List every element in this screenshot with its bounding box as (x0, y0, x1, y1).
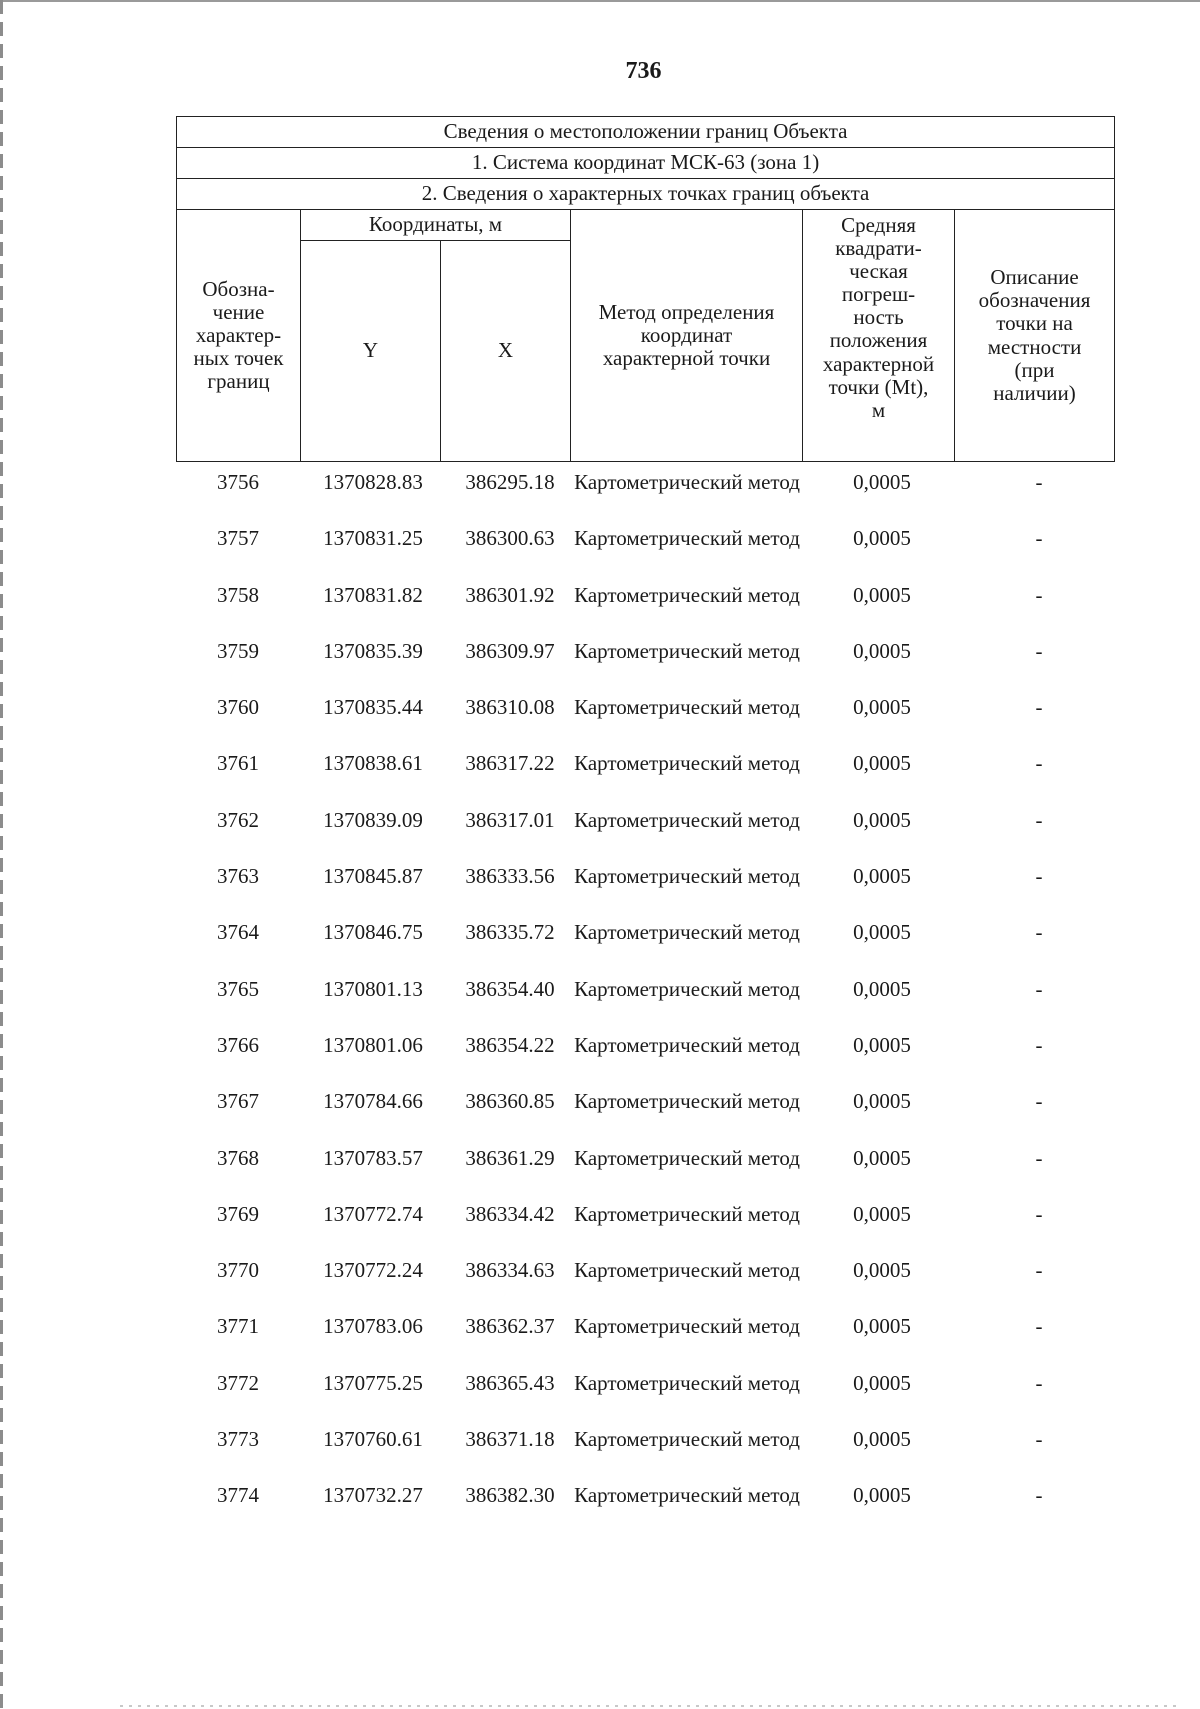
error-value: 0,0005 (853, 1201, 911, 1226)
coordinate-y: 1370846.75 (323, 920, 423, 945)
description: - (1035, 976, 1043, 1001)
coordinate-x: 386310.08 (465, 695, 555, 720)
coordinate-y: 1370801.06 (323, 1032, 423, 1057)
table-row (176, 918, 1114, 974)
col-header-error: Средняя квадрати- ческая погреш- ность положения характерной точки (Mt), м (803, 210, 955, 462)
coordinate-y: 1370801.13 (323, 976, 423, 1001)
coordinate-x: 386309.97 (465, 638, 555, 663)
coordinate-x: 386354.22 (465, 1032, 555, 1057)
error-value: 0,0005 (853, 1314, 911, 1339)
method: Картометрический метод (574, 1314, 800, 1339)
coordinate-y: 1370828.83 (323, 470, 423, 494)
table-row (176, 1481, 1114, 1537)
point-id: 3763 (217, 864, 259, 889)
point-id: 3765 (217, 976, 259, 1001)
point-id: 3756 (217, 470, 259, 494)
error-value: 0,0005 (853, 1427, 911, 1452)
method: Картометрический метод (574, 864, 800, 889)
point-id: 3764 (217, 920, 259, 945)
point-id: 3773 (217, 1427, 259, 1452)
description: - (1035, 1483, 1043, 1508)
method: Картометрический метод (574, 695, 800, 720)
point-id: 3759 (217, 638, 259, 663)
method: Картометрический метод (574, 526, 800, 551)
point-id: 3762 (217, 807, 259, 832)
col-header-method: Метод определения координат характерной точки (571, 210, 803, 462)
coordinate-x: 386300.63 (465, 526, 555, 551)
header-table (176, 116, 1115, 462)
col-header-y: Y (301, 241, 441, 462)
table-row (176, 637, 1114, 693)
method: Картометрический метод (574, 751, 800, 776)
error-value: 0,0005 (853, 1145, 911, 1170)
coordinate-y: 1370835.44 (323, 695, 423, 720)
section-title: 2. Сведения о характерных точках границ объекта (177, 179, 1115, 210)
coordinate-y: 1370783.57 (323, 1145, 423, 1170)
coordinate-y: 1370831.82 (323, 582, 423, 607)
method: Картометрический метод (574, 1258, 800, 1283)
error-value: 0,0005 (853, 470, 911, 494)
coordinate-y: 1370845.87 (323, 864, 423, 889)
method: Картометрический метод (574, 582, 800, 607)
coordinate-x: 386334.63 (465, 1258, 555, 1283)
coordinate-x: 386295.18 (465, 470, 555, 494)
table-row (176, 693, 1114, 749)
error-value: 0,0005 (853, 582, 911, 607)
table-row (176, 1144, 1114, 1200)
point-id: 3771 (217, 1314, 259, 1339)
method: Картометрический метод (574, 1427, 800, 1452)
description: - (1035, 1089, 1043, 1114)
error-value: 0,0005 (853, 976, 911, 1001)
coordinate-y: 1370732.27 (323, 1483, 423, 1508)
col-header-coordinates: Координаты, м (301, 210, 571, 241)
coordinate-x: 386301.92 (465, 582, 555, 607)
point-id: 3774 (217, 1483, 259, 1508)
coordinate-x: 386362.37 (465, 1314, 555, 1339)
method: Картометрический метод (574, 920, 800, 945)
method: Картометрический метод (574, 976, 800, 1001)
table-row (176, 749, 1114, 805)
method: Картометрический метод (574, 1201, 800, 1226)
coordinate-y: 1370839.09 (323, 807, 423, 832)
coordinate-x: 386317.01 (465, 807, 555, 832)
point-id: 3770 (217, 1258, 259, 1283)
description: - (1035, 582, 1043, 607)
coordinate-x: 386365.43 (465, 1370, 555, 1395)
description: - (1035, 1370, 1043, 1395)
description: - (1035, 751, 1043, 776)
method: Картометрический метод (574, 1483, 800, 1508)
error-value: 0,0005 (853, 1483, 911, 1508)
data-rows (176, 468, 1114, 1538)
point-id: 3769 (217, 1201, 259, 1226)
error-value: 0,0005 (853, 1089, 911, 1114)
page-number: 736 (625, 58, 662, 84)
col-header-description: Описание обозначения точки на местности (при наличии) (955, 210, 1115, 462)
coordinate-y: 1370784.66 (323, 1089, 423, 1114)
coordinate-y: 1370783.06 (323, 1314, 423, 1339)
point-id: 3772 (217, 1370, 259, 1395)
scan-edge-bottom (120, 1705, 1180, 1707)
table-row (176, 1312, 1114, 1368)
error-value: 0,0005 (853, 1370, 911, 1395)
coordinate-x: 386334.42 (465, 1201, 555, 1226)
error-value: 0,0005 (853, 695, 911, 720)
description: - (1035, 864, 1043, 889)
description: - (1035, 638, 1043, 663)
table-row (176, 524, 1114, 580)
coordinate-y: 1370760.61 (323, 1427, 423, 1452)
description: - (1035, 1201, 1043, 1226)
table-row (176, 1087, 1114, 1143)
error-value: 0,0005 (853, 638, 911, 663)
coordinate-y: 1370772.74 (323, 1201, 423, 1226)
coordinate-x: 386317.22 (465, 751, 555, 776)
table-row (176, 1200, 1114, 1256)
method: Картометрический метод (574, 1145, 800, 1170)
error-value: 0,0005 (853, 1258, 911, 1283)
point-id: 3758 (217, 582, 259, 607)
table-title: Сведения о местоположении границ Объекта (177, 117, 1115, 148)
error-value: 0,0005 (853, 920, 911, 945)
scan-edge-left (0, 0, 3, 1709)
coordinate-y: 1370831.25 (323, 526, 423, 551)
method: Картометрический метод (574, 807, 800, 832)
coordinate-x: 386335.72 (465, 920, 555, 945)
table-row (176, 1369, 1114, 1425)
description: - (1035, 1145, 1043, 1170)
table-row (176, 468, 1114, 524)
coordinate-x: 386361.29 (465, 1145, 555, 1170)
coordinate-x: 386333.56 (465, 864, 555, 889)
point-id: 3767 (217, 1089, 259, 1114)
method: Картометрический метод (574, 1032, 800, 1057)
method: Картометрический метод (574, 1089, 800, 1114)
table-row (176, 975, 1114, 1031)
col-header-id: Обозна- чение характер- ных точек границ (177, 210, 301, 462)
coordinate-x: 386382.30 (465, 1483, 555, 1508)
description: - (1035, 1258, 1043, 1283)
error-value: 0,0005 (853, 807, 911, 832)
point-id: 3761 (217, 751, 259, 776)
coordinate-y: 1370835.39 (323, 638, 423, 663)
coordinate-x: 386354.40 (465, 976, 555, 1001)
point-id: 3766 (217, 1032, 259, 1057)
method: Картометрический метод (574, 470, 800, 494)
coordinate-y: 1370772.24 (323, 1258, 423, 1283)
table-row (176, 1256, 1114, 1312)
description: - (1035, 695, 1043, 720)
table-row (176, 1031, 1114, 1087)
point-id: 3768 (217, 1145, 259, 1170)
error-value: 0,0005 (853, 1032, 911, 1057)
description: - (1035, 470, 1043, 494)
table-row (176, 862, 1114, 918)
error-value: 0,0005 (853, 526, 911, 551)
coordinate-x: 386371.18 (465, 1427, 555, 1452)
description: - (1035, 1427, 1043, 1452)
scan-edge-top (0, 0, 1200, 2)
method: Картометрический метод (574, 1370, 800, 1395)
description: - (1035, 920, 1043, 945)
col-header-x: X (441, 241, 571, 462)
description: - (1035, 526, 1043, 551)
method: Картометрический метод (574, 638, 800, 663)
point-id: 3757 (217, 526, 259, 551)
error-value: 0,0005 (853, 864, 911, 889)
table-row (176, 581, 1114, 637)
coordinate-system: 1. Система координат МСК-63 (зона 1) (177, 148, 1115, 179)
coordinate-y: 1370775.25 (323, 1370, 423, 1395)
table-row (176, 806, 1114, 862)
description: - (1035, 807, 1043, 832)
coordinate-y: 1370838.61 (323, 751, 423, 776)
table-row (176, 1425, 1114, 1481)
description: - (1035, 1032, 1043, 1057)
error-value: 0,0005 (853, 751, 911, 776)
point-id: 3760 (217, 695, 259, 720)
description: - (1035, 1314, 1043, 1339)
coordinate-x: 386360.85 (465, 1089, 555, 1114)
